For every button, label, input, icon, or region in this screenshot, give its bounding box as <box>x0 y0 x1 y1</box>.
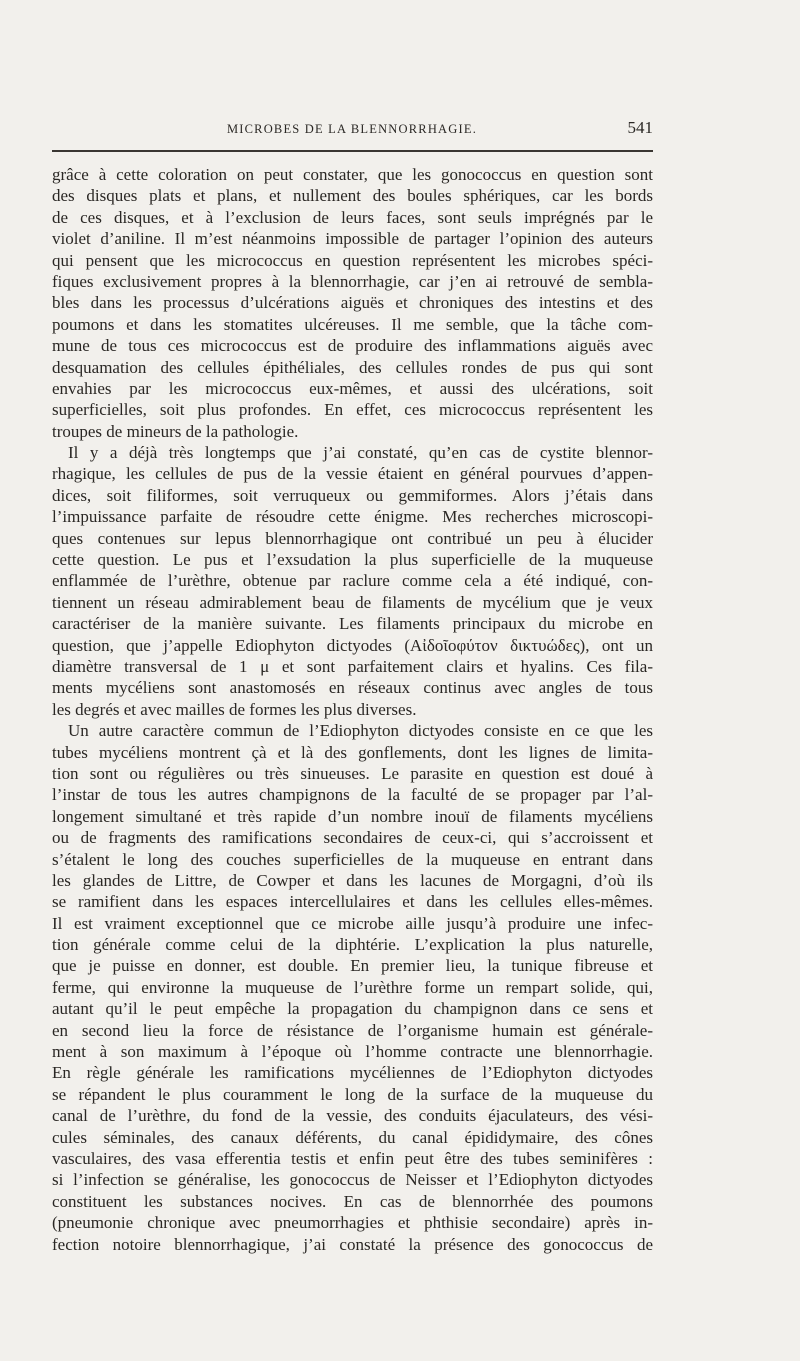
text-line: superficielles, soit plus profondes. En effet, ces micrococcus représentent les <box>52 400 653 420</box>
text-line: poumons et dans les stomatites ulcéreuses. Il me semble, que la tâche com- <box>52 314 653 334</box>
text-line: En règle générale les ramifications mycéliennes de l’Ediophyton dictyodes <box>52 1063 653 1083</box>
text-line: l’impuissance parfaite de résoudre cette énigme. Mes recherches microscopi- <box>52 507 653 527</box>
text-line: cette question. Le pus et l’exsudation la plus superficielle de la muqueuse <box>52 550 653 570</box>
text-line: tiennent un réseau admirablement beau de filaments de mycélium que je veux <box>52 592 653 612</box>
text-line: que je puisse en donner, est double. En premier lieu, la tunique fibreuse et <box>52 956 653 976</box>
text-line: ments mycéliens sont anastomosés en réseaux continus avec angles de tous <box>52 678 653 698</box>
text-line: mune de tous ces micrococcus est de produire des inflammations aiguës avec <box>52 336 653 356</box>
text-line: Un autre caractère commun de l’Ediophyton dictyodes consiste en ce que les <box>68 721 653 741</box>
text-line: tion sont ou régulières ou très sinueuses. Le parasite en question est doué à <box>52 763 653 783</box>
text-line: fection notoire blennorrhagique, j’ai constaté la présence des gonococcus de <box>52 1234 653 1254</box>
text-line: troupes de mineurs de la pathologie. <box>52 421 299 441</box>
text-line: se répandent le plus couramment le long de la surface de la muqueuse du <box>52 1084 653 1104</box>
text-line: grâce à cette coloration on peut constater, que les gonococcus en question sont <box>52 165 653 184</box>
text-line: les glandes de Littre, de Cowper et dans les lacunes de Morgagni, d’où ils <box>52 870 653 890</box>
running-head <box>52 118 653 142</box>
text-line: Il est vraiment exceptionnel que ce microbe aille jusqu’à produire une infec- <box>52 913 653 933</box>
text-line: Il y a déjà très longtemps que j’ai constaté, qu’en cas de cystite blennor- <box>68 443 653 463</box>
page-number: 541 <box>627 118 653 137</box>
text-line: ment à son maximum à l’époque où l’homme contracte une blennorrhagie. <box>52 1042 653 1062</box>
text-line: (pneumonie chronique avec pneumorrhagies et phthisie secondaire) après in- <box>52 1213 653 1233</box>
text-line: question, que j’appelle Ediophyton dictyodes (Αἰδοῖοφύτον δικτυώδες), ont un <box>52 635 653 655</box>
text-line: ferme, qui environne la muqueuse de l’urèthre forme un rempart solide, qui, <box>52 977 653 997</box>
text-line: constituent les substances nocives. En cas de blennorrhée des poumons <box>52 1191 653 1211</box>
text-line: qui pensent que les micrococcus en question représentent les microbes spéci- <box>52 250 653 270</box>
text-line: violet d’aniline. Il m’est néanmoins impossible de partager l’opinion des auteurs <box>52 229 653 249</box>
text-line: dices, soit filiformes, soit verruqueux ou gemmiformes. Alors j’étais dans <box>52 485 653 505</box>
text-line: enflammée de l’urèthre, obtenue par raclure comme cela a été indiqué, con- <box>52 571 653 591</box>
text-line: diamètre transversal de 1 μ et sont parfaitement clairs et hyalins. Ces fila- <box>52 656 653 676</box>
text-line: ques contenues sur lepus blennorrhagique ont contribué un peu à élucider <box>52 528 653 548</box>
text-line: cules séminales, des canaux déférents, du canal épididymaire, des cônes <box>52 1127 653 1147</box>
text-line: vasculaires, des vasa efferentia testis et enfin peut être des tubes seminifères : <box>52 1148 653 1168</box>
text-line: desquamation des cellules épithéliales, des cellules rondes de pus qui sont <box>52 357 653 377</box>
text-line: s’étalent le long des couches superficielles de la muqueuse en entrant dans <box>52 849 653 869</box>
text-line: les degrés et avec mailles de formes les plus diverses. <box>52 699 417 719</box>
text-line: envahies par les micrococcus eux-mêmes, et aussi des ulcérations, soit <box>52 378 653 398</box>
text-line: de ces disques, et à l’exclusion de leurs faces, sont seuls imprégnés par le <box>52 207 653 227</box>
text-line: canal de l’urèthre, du fond de la vessie, des conduits éjaculateurs, des vési- <box>52 1106 653 1126</box>
text-line: longement simultané et très rapide d’un nombre inouï de filaments mycéliens <box>52 806 653 826</box>
text-line: rhagique, les cellules de pus de la vessie étaient en général pourvues d’appen- <box>52 464 653 484</box>
text-line: se ramifient dans les espaces intercellulaires et dans les cellules elles-mêmes. <box>52 892 653 912</box>
text-line: ou de fragments des ramifications secondaires de ceux-ci, qui s’accroissent et <box>52 828 653 848</box>
running-title: MICROBES DE LA BLENNORRHAGIE. <box>226 122 478 136</box>
text-line: caractériser de la manière suivante. Les filaments principaux du microbe en <box>52 614 653 634</box>
text-line: tubes mycéliens montrent çà et là des gonflements, dont les lignes de limita- <box>52 742 653 762</box>
text-line: des disques plats et plans, et nullement des boules sphériques, car les bords <box>52 186 653 206</box>
text-line: en second lieu la force de résistance de l’organisme humain est générale- <box>52 1020 653 1040</box>
text-line: si l’infection se généralise, les gonococcus de Neisser et l’Ediophyton dictyodes <box>52 1170 653 1190</box>
text-line: bles dans les processus d’ulcérations aiguës et chroniques des intestins et des <box>52 293 653 313</box>
text-line: autant qu’il le peut empêche la propagation du champignon dans ce sens et <box>52 999 653 1019</box>
body-text <box>52 164 653 1255</box>
text-line: fiques exclusivement propres à la blennorrhagie, car j’en ai retrouvé de sembla- <box>52 271 653 291</box>
header-rule <box>52 150 653 152</box>
text-line: tion générale comme celui de la diphtérie. L’explication la plus naturelle, <box>52 935 653 955</box>
text-line: l’instar de tous les autres champignons de la faculté de se propager par l’al- <box>52 785 653 805</box>
